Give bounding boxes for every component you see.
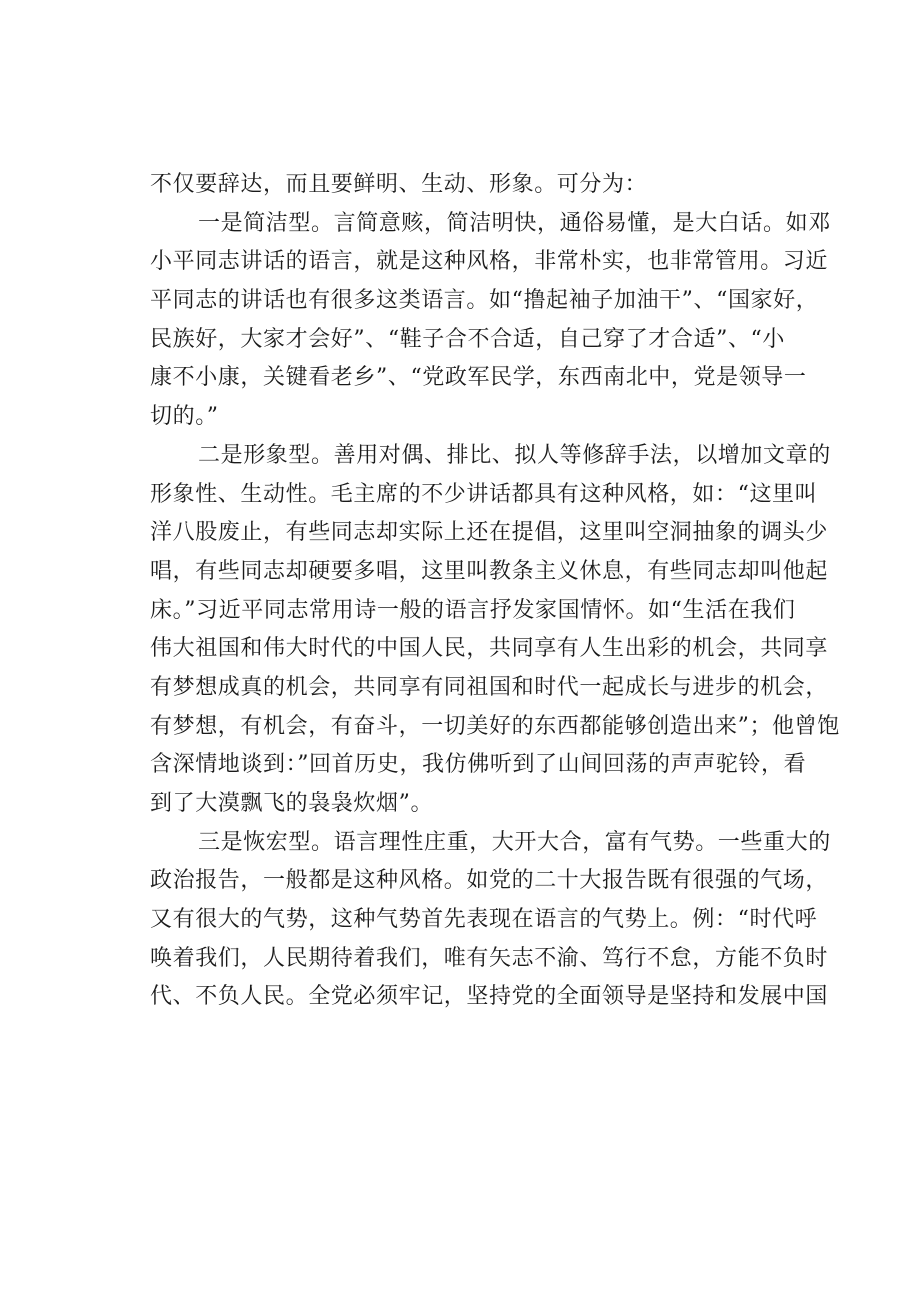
text-line: 康不小康，关键看老乡”、“党政军民学，东西南北中，党是领导一 (150, 365, 807, 391)
text-line: 洋八股废止，有些同志却实际上还在提倡，这里叫空洞抽象的调头少 (150, 520, 829, 546)
text-line: 唱，有些同志却硬要多唱，这里叫教条主义休息，有些同志却叫他起 (150, 558, 829, 584)
text-line: 代、不负人民。全党必须牢记，坚持党的全面领导是坚持和发展中国 (150, 984, 829, 1010)
text-line: 床。”习近平同志常用诗一般的语言抒发家国情怀。如“生活在我们 (150, 597, 796, 623)
text-line: 伟大祖国和伟大时代的中国人民，共同享有人生出彩的机会，共同享 (150, 636, 829, 662)
text-line: 到了大漠飘飞的袅袅炊烟”。 (150, 791, 434, 816)
paragraph-2-line-1: 二是形象型。善用对偶、排比、拟人等修辞手法，以增加文章的 (198, 442, 831, 468)
text-line: 有梦想，有机会，有奋斗，一切美好的东西都能够创造出来”；他曾饱 (150, 713, 840, 739)
text-line: 小平同志讲话的语言，就是这种风格，非常朴实，也非常管用。习近 (150, 249, 829, 275)
text-line: 平同志的讲话也有很多这类语言。如“撸起袖子加油干”、“国家好， (150, 288, 819, 314)
text-line: 含深情地谈到：”回首历史，我仿佛听到了山间回荡的声声驼铃，看 (150, 752, 807, 778)
body-text (150, 166, 840, 1017)
text-line: 又有很大的气势，这种气势首先表现在语言的气势上。例：“时代呼 (150, 907, 818, 933)
text-line: 不仅要辞达，而且要鲜明、生动、形象。可分为： (150, 172, 648, 197)
paragraph-1-line-1: 一是简洁型。言简意赅，简洁明快，通俗易懂，是大白话。如邓 (198, 210, 831, 236)
text-line: 形象性、生动性。毛主席的不少讲话都具有这种风格，如：“这里叫 (150, 481, 818, 507)
text-line: 政治报告，一般都是这种风格。如党的二十大报告既有很强的气场， (150, 868, 829, 894)
text-line: 有梦想成真的机会，共同享有同祖国和时代一起成长与进步的机会， (150, 674, 829, 700)
paragraph-3-line-1: 三是恢宏型。语言理性庄重，大开大合，富有气势。一些重大的 (198, 829, 831, 855)
text-line: 民族好，大家才会好”、“鞋子合不合适，自己穿了才合适”、“小 (150, 326, 785, 352)
text-line: 唤着我们，人民期待着我们，唯有矢志不渝、笃行不怠，方能不负时 (150, 945, 829, 971)
text-line: 切的。” (150, 404, 219, 430)
